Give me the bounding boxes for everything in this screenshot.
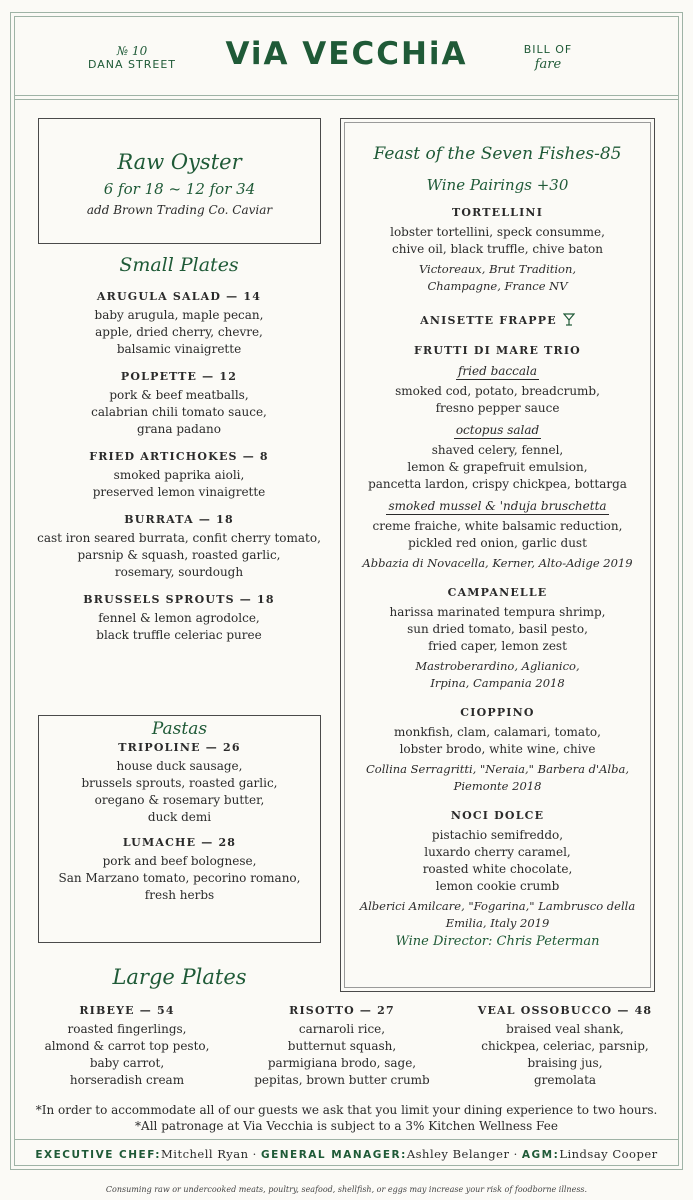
item-description: almond & carrot top pesto,	[44, 1039, 210, 1053]
item-description: San Marzano tomato, pecorino romano,	[58, 871, 301, 885]
separator: ·	[513, 1147, 518, 1161]
wine-director: Wine Director: Chris Peterman	[395, 934, 600, 949]
item-description: rosemary, sourdough	[114, 565, 244, 579]
course-campanelle	[346, 586, 649, 692]
course-anisette	[346, 309, 649, 330]
item-description: black truffle celeriac puree	[96, 628, 262, 642]
menu-item	[237, 1004, 447, 1089]
sub-course	[346, 419, 649, 439]
course-description: lobster brodo, white wine, chive	[399, 742, 596, 756]
item-name: RISOTTO — 27	[289, 1004, 395, 1017]
item-description: smoked paprika aioli,	[113, 468, 245, 482]
bill-of-fare	[488, 42, 608, 72]
item-description: butternut squash,	[287, 1039, 397, 1053]
address-street: DANA STREET	[87, 58, 177, 71]
course-frutti	[346, 344, 649, 572]
sub-course-name: octopus salad	[455, 423, 540, 437]
wellness-fee-note: *All patronage at Via Vecchia is subject to a 3% Kitchen Wellness Fee	[135, 1119, 558, 1133]
course-description: fresno pepper sauce	[435, 401, 560, 415]
course-name: NOCI DOLCE	[450, 809, 545, 822]
footer-divider	[14, 1139, 679, 1140]
restaurant-name: ViA VECCHiA	[225, 36, 468, 72]
item-description: parsnip & squash, roasted garlic,	[77, 548, 281, 562]
course-description: creme fraiche, white balsamic reduction,	[372, 519, 623, 533]
course-description: roasted white chocolate,	[422, 862, 573, 876]
item-description: roasted fingerlings,	[67, 1022, 187, 1036]
course-cioppino	[346, 706, 649, 795]
item-name: RIBEYE — 54	[79, 1004, 175, 1017]
course-name: ANISETTE FRAPPE	[420, 314, 557, 327]
item-description: chickpea, celeriac, parsnip,	[481, 1039, 649, 1053]
address	[62, 44, 202, 72]
item-name: LUMACHE — 28	[122, 836, 237, 849]
course-name: FRUTTI DI MARE TRIO	[414, 344, 581, 357]
course-description: lemon & grapefruit emulsion,	[407, 460, 588, 474]
course-description: smoked cod, potato, breadcrumb,	[395, 384, 600, 398]
course-description: pickled red onion, garlic dust	[408, 536, 587, 550]
item-description: oregano & rosemary butter,	[94, 793, 265, 807]
wine-line: Irpina, Campania 2018	[430, 676, 565, 690]
gm-label: GENERAL MANAGER:	[260, 1149, 407, 1161]
item-description: fennel & lemon agrodolce,	[98, 611, 260, 625]
item-description: gremolata	[533, 1073, 597, 1087]
wine-pairing	[346, 761, 649, 795]
menu-item	[38, 741, 321, 826]
small-plates-section	[28, 254, 330, 656]
item-description: calabrian chili tomato sauce,	[91, 405, 267, 419]
item-description: braising jus,	[527, 1056, 603, 1070]
wine-pairings: Wine Pairings +30	[426, 176, 569, 194]
wine-pairing	[346, 555, 649, 572]
course-description: monkfish, clam, calamari, tomato,	[394, 725, 601, 739]
item-name: ARUGULA SALAD — 14	[96, 290, 262, 303]
item-description: cast iron seared burrata, confit cherry tomato,	[37, 531, 321, 545]
course-name: CIOPPINO	[460, 706, 535, 719]
bill-of-label: BILL OF	[523, 43, 573, 56]
item-description: balsamic vinaigrette	[116, 342, 242, 356]
course-description: pancetta lardon, crispy chickpea, bottarga	[368, 477, 627, 491]
large-plates-section	[22, 1004, 672, 1098]
course-description: fried caper, lemon zest	[428, 639, 567, 653]
item-name: BRUSSELS SPROUTS — 18	[83, 593, 275, 606]
item-description: duck demi	[147, 810, 212, 824]
sub-course-name: smoked mussel & 'nduja bruschetta	[388, 499, 607, 513]
sub-course	[346, 360, 649, 380]
wine-line: Emilia, Italy 2019	[445, 916, 550, 930]
item-name: TRIPOLINE — 26	[118, 741, 241, 754]
item-name: VEAL OSSOBUCCO — 48	[477, 1004, 653, 1017]
item-description: apple, dried cherry, chevre,	[95, 325, 263, 339]
course-tortellini	[346, 206, 649, 295]
time-limit-note: *In order to accommodate all of our guests we ask that you limit your dining experience to two hours.	[35, 1103, 658, 1117]
sub-course	[346, 495, 649, 515]
item-description: baby carrot,	[89, 1056, 165, 1070]
course-description: shaved celery, fennel,	[431, 443, 564, 457]
item-name: FRIED ARTICHOKES — 8	[89, 450, 269, 463]
feast-section	[346, 144, 649, 950]
menu-item	[28, 450, 330, 501]
item-description: pork & beef meatballs,	[109, 388, 249, 402]
course-name: TORTELLINI	[451, 206, 544, 219]
item-description: grana padano	[137, 422, 221, 436]
staff-line	[14, 1147, 679, 1161]
wine-line: Mastroberardino, Aglianico,	[415, 659, 580, 673]
small-plates-title: Small Plates	[119, 254, 239, 276]
menu-item	[28, 370, 330, 438]
course-description: lemon cookie crumb	[435, 879, 560, 893]
item-description: carnaroli rice,	[298, 1022, 386, 1036]
course-description: pistachio semifreddo,	[431, 828, 564, 842]
item-description: pepitas, brown butter crumb	[254, 1073, 430, 1087]
address-number: № 10	[116, 44, 148, 58]
cocktail-glass-icon	[563, 311, 575, 330]
menu-item	[460, 1004, 670, 1089]
item-description: house duck sausage,	[116, 759, 243, 773]
course-name: CAMPANELLE	[447, 586, 548, 599]
raw-oyster-section	[38, 150, 321, 219]
wine-line: Piemonte 2018	[453, 779, 542, 793]
raw-oyster-title: Raw Oyster	[117, 150, 242, 174]
pastas-title: Pastas	[151, 719, 208, 739]
exec-chef-name: Mitchell Ryan	[161, 1147, 249, 1161]
wine-pairing	[346, 898, 649, 932]
item-name: BURRATA — 18	[124, 513, 234, 526]
feast-title: Feast of the Seven Fishes-85	[373, 144, 622, 164]
agm-label: AGM:	[521, 1149, 560, 1161]
separator: ·	[252, 1147, 257, 1161]
wine-line: Victoreaux, Brut Tradition,	[418, 262, 577, 276]
wine-pairing	[346, 658, 649, 692]
agm-name: Lindsay Cooper	[559, 1147, 658, 1161]
wine-line: Collina Serragritti, "Neraia," Barbera d'Alba,	[366, 762, 629, 776]
sub-course-name: fried baccala	[457, 364, 538, 378]
gm-name: Ashley Belanger	[406, 1147, 510, 1161]
menu-item	[28, 290, 330, 358]
menu-item	[28, 593, 330, 644]
food-safety-disclaimer: Consuming raw or undercooked meats, poultry, seafood, shellfish, or eggs may increase your risk of foodborne illness.	[105, 1185, 588, 1194]
menu-item	[28, 513, 330, 581]
item-description: parmigiana brodo, sage,	[267, 1056, 417, 1070]
course-description: lobster tortellini, speck consumme,	[390, 225, 605, 239]
course-description: luxardo cherry caramel,	[424, 845, 571, 859]
wine-line: Champagne, France NV	[427, 279, 568, 293]
exec-chef-label: EXECUTIVE CHEF:	[35, 1149, 162, 1161]
raw-oyster-price: 6 for 18 ~ 12 for 34	[103, 180, 256, 198]
fare-label: fare	[534, 57, 562, 72]
item-description: braised veal shank,	[506, 1022, 624, 1036]
item-description: brussels sprouts, roasted garlic,	[81, 776, 278, 790]
wine-line: Abbazia di Novacella, Kerner, Alto-Adige 2019	[362, 556, 633, 570]
wine-line: Alberici Amilcare, "Fogarina," Lambrusco della	[359, 899, 636, 913]
wine-pairing	[346, 261, 649, 295]
course-description: sun dried tomato, basil pesto,	[407, 622, 588, 636]
course-description: chive oil, black truffle, chive baton	[392, 242, 603, 256]
item-description: preserved lemon vinaigrette	[92, 485, 266, 499]
menu-item	[38, 836, 321, 904]
item-description: pork and beef bolognese,	[102, 854, 257, 868]
header-divider	[14, 95, 679, 96]
header-divider-2	[14, 99, 679, 100]
item-description: baby arugula, maple pecan,	[94, 308, 264, 322]
course-description: harissa marinated tempura shrimp,	[389, 605, 606, 619]
caviar-addon: add Brown Trading Co. Caviar	[86, 203, 273, 217]
pastas-section	[38, 719, 321, 914]
menu-item	[22, 1004, 232, 1089]
item-description: horseradish cream	[69, 1073, 185, 1087]
item-name: POLPETTE — 12	[120, 370, 238, 383]
item-description: fresh herbs	[144, 888, 215, 902]
large-plates-title: Large Plates	[112, 965, 247, 989]
course-noci	[346, 809, 649, 932]
